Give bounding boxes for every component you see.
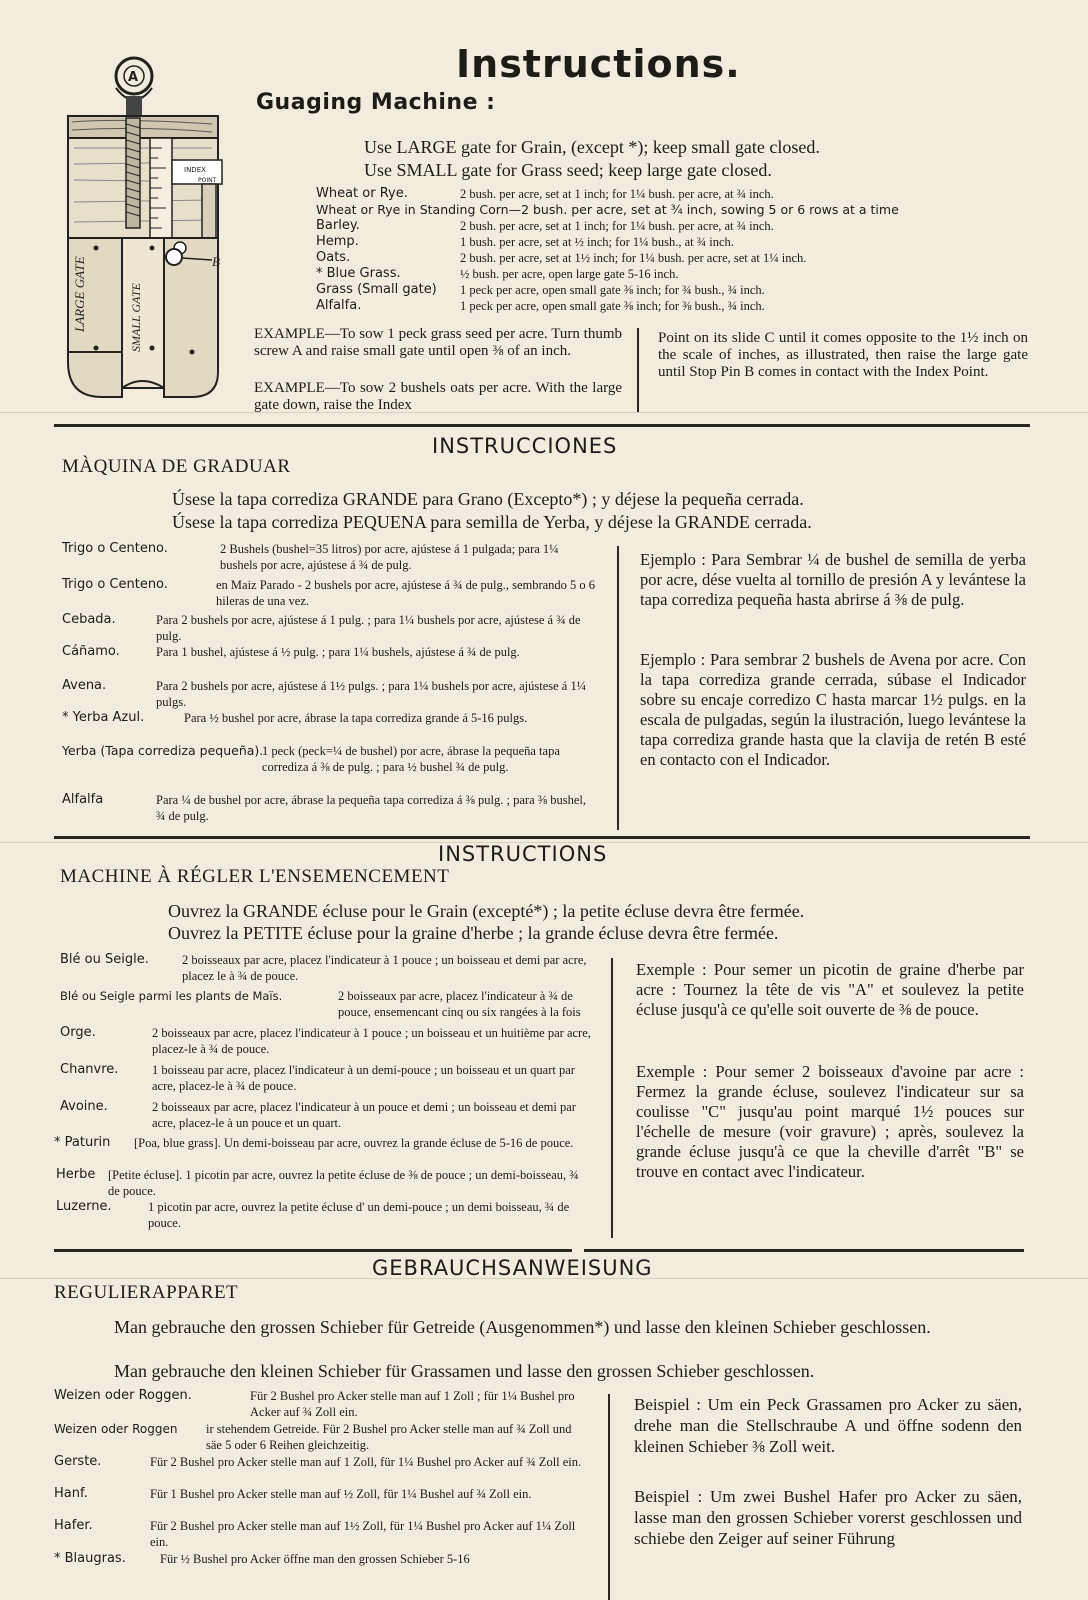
row-label: * Yerba Azul. bbox=[62, 710, 145, 725]
row-label: Yerba (Tapa corrediza pequeña). bbox=[62, 743, 264, 758]
row-label: * Blaugras. bbox=[54, 1551, 126, 1566]
spanish-small-gate: Úsese la tapa corrediza PEQUENA para semilla de Yerba, y déjese la GRANDE cerrada. bbox=[172, 512, 812, 532]
row-text: 2 bush. per acre, set at 1 inch; for 1¼ bush. per acre, at ¾ inch. bbox=[460, 219, 774, 233]
list-item bbox=[54, 1135, 592, 1169]
row-label: Chanvre. bbox=[60, 1062, 119, 1077]
list-item bbox=[56, 1199, 592, 1233]
row-label: Grass (Small gate) bbox=[316, 282, 437, 297]
list-item bbox=[54, 1518, 588, 1552]
german-small-gate: Man gebrauche den kleinen Schieber für Grassamen und lasse den grossen Schieber geschlossen. bbox=[114, 1361, 815, 1381]
row-text: Für 2 Bushel pro Acker stelle man auf 1½ Zoll, für 1¼ Bushel pro Acker auf 1¼ Zoll ein. bbox=[150, 1519, 576, 1549]
svg-text:POINT: POINT bbox=[198, 177, 217, 184]
row-label: Barley. bbox=[316, 218, 360, 233]
row-text: Für 2 Bushel pro Acker stelle man auf 1 Zoll, für 1¼ Bushel pro Acker auf ¾ Zoll ein. bbox=[150, 1455, 582, 1469]
list-item bbox=[54, 1421, 588, 1455]
row-text: Für 2 Bushel pro Acker stelle man auf 1 Zoll ; für 1¼ Bushel pro Acker auf ¾ Zoll ein. bbox=[250, 1389, 575, 1419]
list-item bbox=[60, 988, 592, 1022]
row-label: Weizen oder Roggen. bbox=[54, 1388, 192, 1403]
row-text: 2 bush. per acre, set at 1 inch; for 1¼ bush. per acre, at ¾ inch. bbox=[460, 187, 774, 201]
row-label: Hemp. bbox=[316, 234, 359, 249]
column-divider bbox=[611, 958, 613, 1238]
list-item bbox=[62, 678, 596, 712]
row-text: Para 2 bushels por acre, ajústese á 1 pulg. ; para 1¼ bushels por acre, ajústese á ¾ de pulg. bbox=[156, 613, 581, 643]
row-text: 2 Bushels (bushel=35 litros) por acre, ajústese á 1 pulgada; para 1¼ bushels por acre, ajústese á ¾ de pulg. bbox=[220, 542, 559, 572]
german-heading: GEBRAUCHSANWEISUNG bbox=[372, 1256, 653, 1280]
list-item bbox=[56, 1167, 592, 1201]
row-label: Blé ou Seigle. bbox=[60, 952, 149, 967]
list-item bbox=[54, 1486, 588, 1520]
list-item bbox=[62, 710, 596, 744]
row-label: Hafer. bbox=[54, 1518, 93, 1533]
row-text: 2 boisseaux par acre, placez l'indicateur à ¾ de pouce, ensemencant cinq ou six rangées à la fois bbox=[338, 989, 581, 1019]
list-item bbox=[60, 1025, 592, 1059]
row-text: 1 boisseau par acre, placez l'indicateur à un demi-pouce ; un boisseau et un quart par acre, placez-le à ¾ de pouce. bbox=[152, 1063, 575, 1093]
row-text: Für 1 Bushel pro Acker stelle man auf ½ Zoll, für 1¼ Bushel auf ¾ Zoll ein. bbox=[150, 1487, 532, 1501]
row-text: 2 boisseaux par acre, placez l'indicateur à un pouce et demi ; un boisseau et demi par acre, placez-le à un pouce et un quart. bbox=[152, 1100, 576, 1130]
list-item bbox=[62, 541, 596, 575]
row-label: Orge. bbox=[60, 1025, 96, 1040]
machine-subtitle: Guaging Machine : bbox=[256, 90, 496, 115]
row-text: [Petite écluse]. 1 picotin par acre, ouvrez la petite écluse de ⅜ de pouce ; un demi-boisseau, ¾ de pouce. bbox=[108, 1168, 579, 1198]
row-label: Alfalfa. bbox=[316, 298, 362, 313]
row-label: Avena. bbox=[62, 678, 107, 693]
section-divider bbox=[54, 424, 1030, 427]
row-label: Trigo o Centeno. bbox=[62, 541, 168, 556]
row-text: ½ bush. per acre, open large gate 5-16 inch. bbox=[460, 267, 679, 281]
french-example-2: Exemple : Pour semer 2 boisseaux d'avoine par acre : Fermez la grande écluse, soulevez l'indicateur sur sa coulisse "C" jusqu'au point marqué 1½ pouces sur l'échelle de mesure (voir gravure) ; après, soulevez la grande écluse jusqu'à ce que la cheville d'arrêt "B" se trouve en contact avec l'indicateur. bbox=[636, 1062, 1024, 1181]
row-label: Luzerne. bbox=[56, 1199, 112, 1214]
list-item bbox=[62, 743, 596, 791]
example-grass-seed: EXAMPLE—To sow 1 peck grass seed per acre. Turn thumb screw A and raise small gate until open ⅜ of an inch. bbox=[254, 326, 622, 359]
list-item bbox=[54, 1388, 588, 1422]
row-text: 1 bush. per acre, set at ½ inch; for 1¼ bush., at ¾ inch. bbox=[460, 235, 734, 249]
row-label: * Blue Grass. bbox=[316, 266, 401, 281]
row-text: Para 2 bushels por acre, ajústese á 1½ pulgs. ; para 1¼ bushels por acre, ajústese á 1¼ pulgs. bbox=[156, 679, 587, 709]
section-divider bbox=[54, 836, 1030, 839]
german-subheading: REGULIERAPPARET bbox=[54, 1282, 239, 1303]
row-text: Para ½ bushel por acre, ábrase la tapa corrediza grande á 5-16 pulgs. bbox=[184, 711, 528, 725]
index-point-label: INDEX bbox=[184, 166, 206, 174]
german-example-1: Beispiel : Um ein Peck Grassamen pro Acker zu säen, drehe man die Stellschraube A und öffne sodenn den kleinen Schieber ⅜ Zoll weit. bbox=[634, 1395, 1022, 1456]
german-example-2: Beispiel : Um zwei Bushel Hafer pro Acker zu säen, lasse man den grossen Schieber vorerst geschlossen und schiebe den Zeiger auf seiner Führung bbox=[634, 1487, 1022, 1548]
spanish-subheading: MÀQUINA DE GRADUAR bbox=[62, 456, 291, 477]
french-large-gate: Ouvrez la GRANDE écluse pour le Grain (excepté*) ; la petite écluse devra être fermée. bbox=[168, 901, 805, 921]
row-text: 2 boisseaux par acre, placez l'indicateur à 1 pouce ; un boisseau et demi par acre, placez le à ¾ de pouce. bbox=[182, 953, 587, 983]
row-text: 1 peck (peck=¼ de bushel) por acre, ábrase la pequeña tapa corrediza á ⅜ de pulg. ; para ½ bushel ¾ de pulg. bbox=[262, 744, 560, 774]
row-label: Alfalfa bbox=[62, 792, 104, 807]
list-item bbox=[62, 612, 596, 646]
section-divider bbox=[54, 1249, 572, 1252]
row-label: * Paturin bbox=[54, 1135, 111, 1150]
french-heading: INSTRUCTIONS bbox=[438, 842, 608, 866]
column-divider bbox=[608, 1394, 610, 1600]
row-text: 2 bush. per acre, set at 1½ inch; for 1¼ bush. per acre, set at 1¼ inch. bbox=[460, 251, 807, 265]
list-item bbox=[54, 1454, 588, 1488]
german-large-gate: Man gebrauche den grossen Schieber für Getreide (Ausgenommen*) und lasse den kleinen Schieber geschlossen. bbox=[114, 1317, 931, 1337]
row-text: Para 1 bushel, ajústese á ½ pulg. ; para 1¼ bushels, ajústese á ¾ de pulg. bbox=[156, 645, 520, 659]
french-example-1: Exemple : Pour semer un picotin de graine d'herbe par acre : Tournez la tête de vis "A" et soulevez la petite écluse jusqu'à ce qu'elle soit ouverte de ⅜ de pouce. bbox=[636, 960, 1024, 1019]
small-gate-label: SMALL GATE bbox=[129, 282, 143, 352]
spanish-example-2: Ejemplo : Para sembrar 2 bushels de Avena por acre. Con la tapa corrediza grande cerrada, súbase el Indicador sobre su encaje corredizo C hasta marcar 1½ pulgs. en la escala de pulgadas, según la ilustración, luego levántese la tapa corrediza grande hasta que la clavija de retén B esté en contacto con el Indicador. bbox=[640, 650, 1026, 769]
spanish-heading: INSTRUCCIONES bbox=[432, 434, 618, 458]
section-divider bbox=[584, 1249, 1024, 1252]
row-label: Cebada. bbox=[62, 612, 116, 627]
column-divider bbox=[637, 328, 639, 412]
row-text: ir stehendem Getreide. Für 2 Bushel pro Acker stelle man auf ¾ Zoll und säe 5 oder 6 Reihen gleichzeitig. bbox=[206, 1422, 572, 1452]
row-text: [Poa, blue grass]. Un demi-boisseau par acre, ouvrez la grande écluse de 5-16 de pouce. bbox=[134, 1136, 574, 1150]
small-gate-instruction: Use SMALL gate for Grass seed; keep large gate closed. bbox=[364, 160, 772, 180]
row-text: en Maiz Parado - 2 bushels por acre, ajústese á ¾ de pulg., sembrando 5 o 6 hileras de una vez. bbox=[216, 578, 596, 608]
list-item bbox=[62, 644, 596, 678]
large-gate-label: LARGE GATE bbox=[72, 256, 87, 332]
large-gate-instruction: Use LARGE gate for Grain, (except *); keep small gate closed. bbox=[364, 137, 820, 157]
row-text: 1 peck per acre, open small gate ⅜ inch; for ⅜ bush., ¾ inch. bbox=[460, 299, 765, 313]
row-label: Hanf. bbox=[54, 1486, 88, 1501]
row-label: Gerste. bbox=[54, 1454, 102, 1469]
spanish-large-gate: Úsese la tapa corrediza GRANDE para Grano (Excepto*) ; y déjese la pequeña cerrada. bbox=[172, 489, 804, 509]
row-text: 1 picotin par acre, ouvrez la petite écluse d' un demi-pouce ; un demi boisseau, ¾ de pouce. bbox=[148, 1200, 570, 1230]
example-oats-continued: Point on its slide C until it comes opposite to the 1½ inch on the scale of inches, as illustrated, then raise the large gate until Stop Pin B comes in contact with the Index Point. bbox=[658, 330, 1028, 380]
row-text: 2 boisseaux par acre, placez l'indicateur à 1 pouce ; un boisseau et un huitième par acre, placez-le à ¾ de pouce. bbox=[152, 1026, 591, 1056]
spanish-example-1: Ejemplo : Para Sembrar ¼ de bushel de semilla de yerba por acre, dése vuelta al tornillo de presión A y levántese la tapa corrediza pequeña hasta abrirse á ⅜ de pulg. bbox=[640, 550, 1026, 609]
list-item bbox=[62, 577, 596, 611]
row-label: Cáñamo. bbox=[62, 644, 120, 659]
row-label: Wheat or Rye. bbox=[316, 186, 408, 201]
row-text: 1 peck per acre, open small gate ⅜ inch; for ¾ bush., ¾ inch. bbox=[460, 283, 765, 297]
example-oats-start: EXAMPLE—To sow 2 bushels oats per acre. With the large gate down, raise the Index bbox=[254, 380, 622, 413]
list-item bbox=[60, 1099, 592, 1133]
list-item bbox=[60, 1062, 592, 1096]
list-item bbox=[62, 792, 596, 826]
letter-a: A bbox=[128, 70, 139, 85]
row-label: Wheat or Rye in Standing Corn—2 bush. per acre, set at ¾ inch, sowing 5 or 6 rows at a time bbox=[316, 202, 899, 217]
gauging-machine-illustration bbox=[62, 52, 242, 412]
row-label: Oats. bbox=[316, 250, 351, 265]
list-item bbox=[60, 952, 592, 986]
row-label: Avoine. bbox=[60, 1099, 108, 1114]
row-text: Für ½ Bushel pro Acker öffne man den grossen Schieber 5-16 bbox=[160, 1552, 470, 1566]
french-subheading: MACHINE À RÉGLER L'ENSEMENCEMENT bbox=[60, 866, 450, 887]
row-label: Trigo o Centeno. bbox=[62, 577, 168, 592]
list-item bbox=[54, 1551, 588, 1571]
page-title: Instructions. bbox=[456, 42, 741, 86]
letter-b: B bbox=[212, 254, 220, 269]
row-label: Blé ou Seigle parmi les plants de Maïs. bbox=[60, 989, 283, 1003]
row-label: Herbe bbox=[56, 1167, 96, 1182]
row-text: Para ¼ de bushel por acre, ábrase la pequeña tapa corrediza á ⅜ pulg. ; para ⅜ bushel, ¾ de pulg. bbox=[156, 793, 587, 823]
french-small-gate: Ouvrez la PETITE écluse pour la graine d'herbe ; la grande écluse devra être fermée. bbox=[168, 923, 779, 943]
row-label: Weizen oder Roggen bbox=[54, 1422, 178, 1436]
column-divider bbox=[617, 546, 619, 830]
